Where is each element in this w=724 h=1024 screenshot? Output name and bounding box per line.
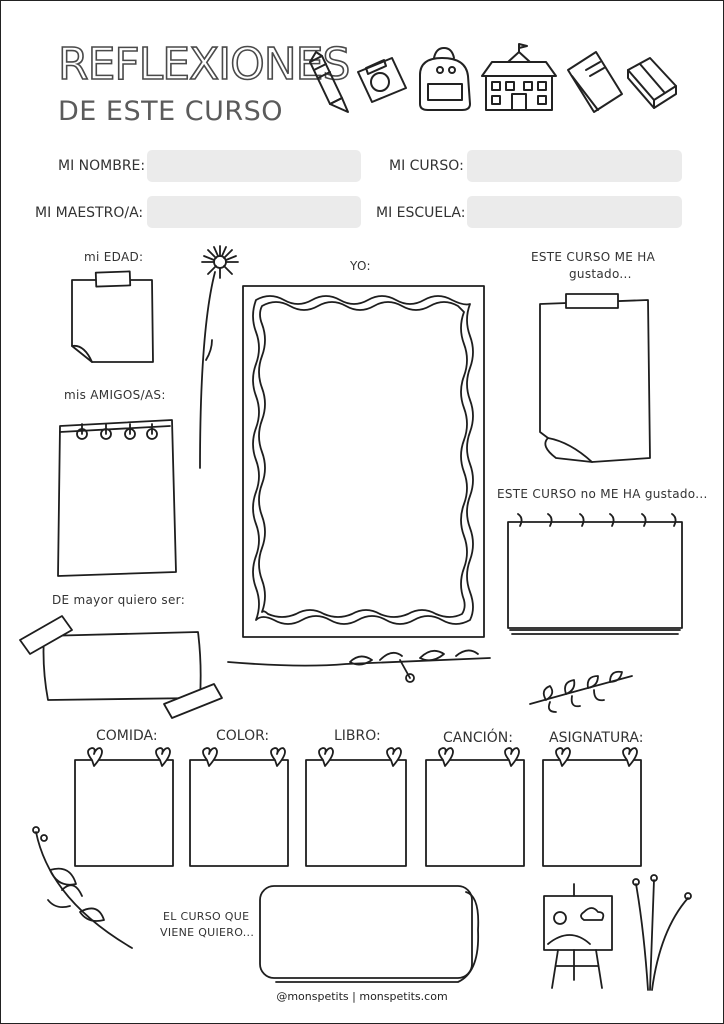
liked-label-line1: ESTE CURSO ME HA (531, 250, 656, 264)
next-course-label-line2: VIENE QUIERO... (160, 926, 255, 939)
stems-drawing (633, 875, 691, 990)
course-label: MI CURSO: (389, 158, 464, 174)
future-label: DE mayor quiero ser: (52, 593, 186, 607)
friends-label: mis AMIGOS/AS: (64, 388, 166, 402)
next-course-label-line1: EL CURSO QUE (163, 910, 250, 923)
teacher-label: MI MAESTRO/A: (35, 205, 144, 221)
favorite-subject-label: ASIGNATURA: (549, 730, 644, 746)
favorite-color-label: COLOR: (216, 728, 270, 744)
favorite-food-label: COMIDA: (96, 728, 158, 744)
footer-credit: @monspetits | monspetits.com (276, 990, 448, 1003)
name-label: MI NOMBRE: (58, 158, 146, 174)
book-card (306, 748, 406, 866)
favorite-book-label: LIBRO: (334, 728, 381, 744)
daisy-drawing (200, 246, 238, 468)
page-title: REFLEXIONES (58, 39, 350, 90)
subject-card (543, 748, 641, 866)
me-frame[interactable] (243, 286, 484, 637)
age-label: mi EDAD: (84, 250, 144, 264)
leaf-branch-drawing (228, 650, 490, 682)
next-course-box[interactable] (260, 886, 478, 982)
color-card (190, 748, 288, 866)
disliked-notebook[interactable] (508, 514, 682, 634)
song-card (426, 748, 524, 866)
friends-notepad[interactable] (58, 420, 176, 576)
favorite-song-label: CANCIÓN: (443, 730, 513, 746)
branch-drawing (33, 827, 132, 948)
future-note[interactable] (20, 616, 222, 718)
page-subtitle: DE ESTE CURSO (58, 96, 284, 127)
liked-label-line2: gustado... (569, 267, 632, 281)
disliked-label: ESTE CURSO no ME HA gustado... (497, 487, 708, 501)
fern-drawing (530, 672, 632, 712)
food-card (75, 748, 173, 866)
age-note[interactable] (72, 271, 153, 362)
easel-drawing (544, 884, 612, 988)
me-label: YO: (350, 259, 371, 273)
favorite-cards[interactable] (75, 748, 641, 866)
school-label: MI ESCUELA: (376, 205, 466, 221)
liked-note[interactable] (540, 294, 650, 462)
